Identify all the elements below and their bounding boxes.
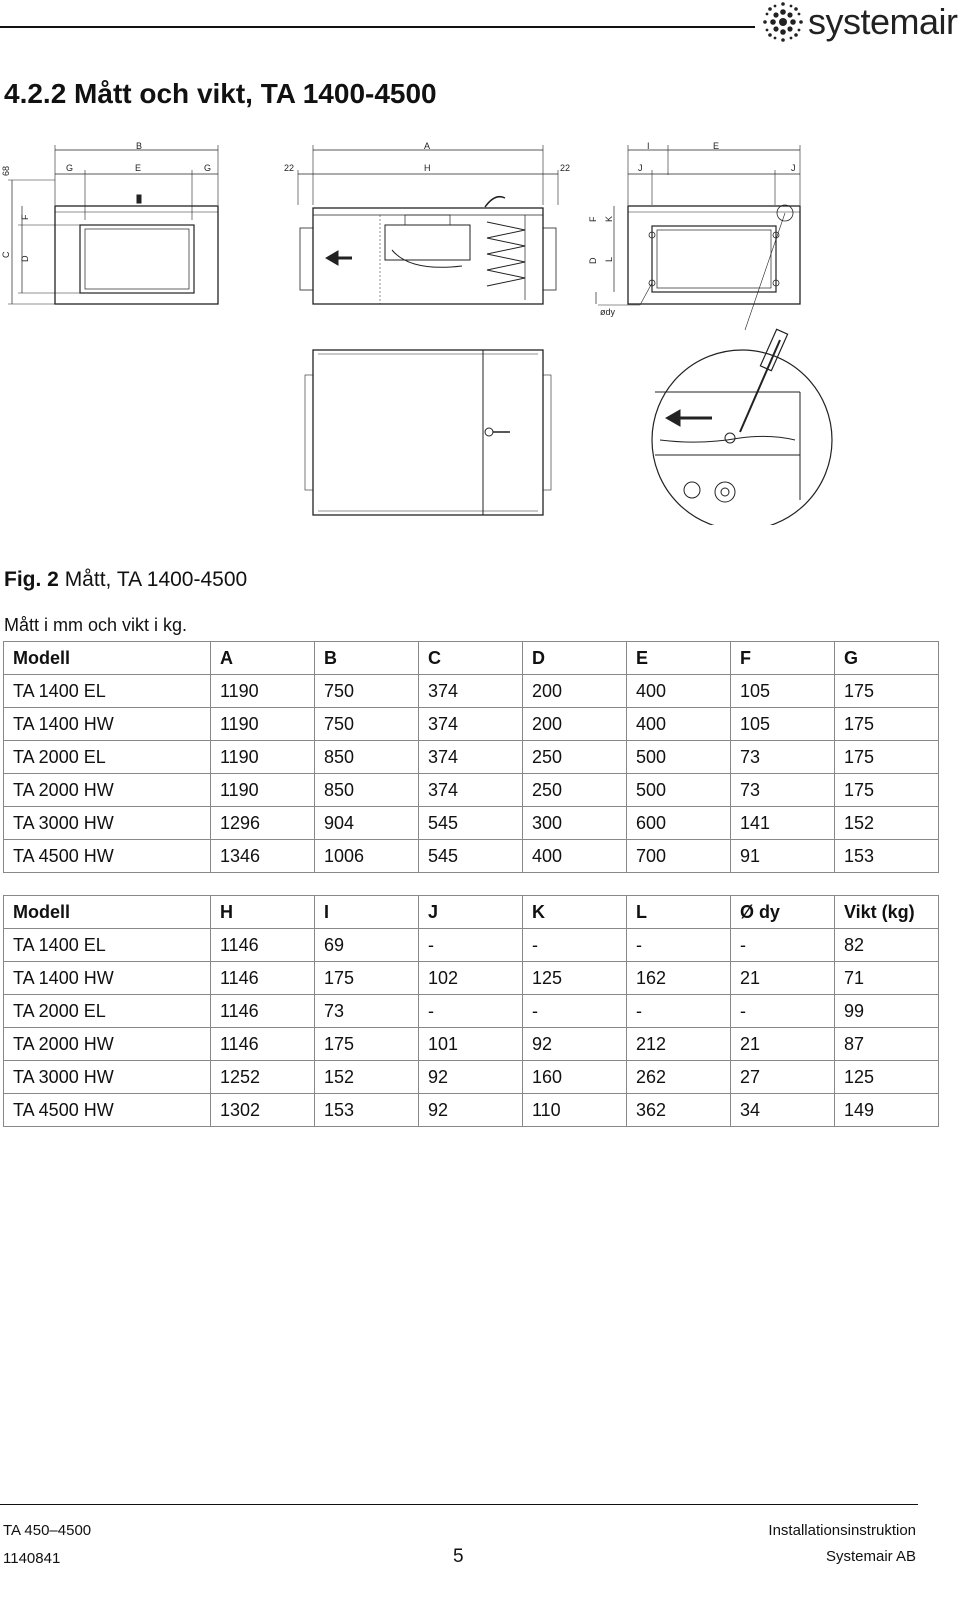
dimensions-table-1 [3,641,939,873]
dim-label-h: H [424,163,431,173]
value-cell: - [730,929,834,962]
value-cell: - [522,995,626,1028]
model-cell: TA 2000 EL [4,995,211,1028]
dimensions-table-2 [3,895,939,1127]
value-cell: 125 [522,962,626,995]
figure-caption [4,568,247,592]
value-cell: 374 [418,741,522,774]
column-header: G [834,642,938,675]
column-header: D [522,642,626,675]
column-header: Modell [4,896,211,929]
value-cell: 175 [314,962,418,995]
value-cell: 362 [626,1094,730,1127]
value-cell: 1252 [210,1061,314,1094]
value-cell: 1190 [210,741,314,774]
value-cell: 374 [418,675,522,708]
dim-label-e-top: E [713,141,720,151]
column-header: K [522,896,626,929]
value-cell: 105 [730,708,834,741]
column-header: I [314,896,418,929]
value-cell: 175 [834,774,938,807]
value-cell: 175 [834,741,938,774]
figure-title: Mått, TA 1400-4500 [64,568,248,591]
value-cell: 162 [626,962,730,995]
value-cell: 400 [626,708,730,741]
value-cell: 152 [314,1061,418,1094]
front-view [1,141,218,304]
value-cell: 500 [626,774,730,807]
value-cell: 212 [626,1028,730,1061]
value-cell: 153 [314,1094,418,1127]
value-cell: 87 [834,1028,938,1061]
value-cell: 1346 [210,840,314,873]
column-header: F [730,642,834,675]
value-cell: 101 [418,1028,522,1061]
dim-label-f-left: F [20,214,30,220]
value-cell: 400 [626,675,730,708]
value-cell: 1190 [210,675,314,708]
model-cell: TA 4500 HW [4,1094,211,1127]
value-cell: 250 [522,741,626,774]
value-cell: 71 [834,962,938,995]
value-cell: 73 [730,741,834,774]
value-cell: - [626,929,730,962]
value-cell: 91 [730,840,834,873]
table-row [4,929,939,962]
dim-label-ody: ødy [600,307,616,317]
model-cell: TA 3000 HW [4,1061,211,1094]
value-cell: 1296 [210,807,314,840]
dim-label-j-right: J [791,163,796,173]
value-cell: 374 [418,708,522,741]
footer-product: TA 450–4500 [3,1522,92,1539]
value-cell: 1190 [210,774,314,807]
value-cell: 545 [418,807,522,840]
model-cell: TA 2000 EL [4,741,211,774]
dim-label-l: L [604,256,614,262]
dim-label-22-right: 22 [560,163,571,173]
table-row [4,774,939,807]
value-cell: 200 [522,708,626,741]
model-cell: TA 1400 EL [4,929,211,962]
value-cell: 73 [314,995,418,1028]
value-cell: 175 [314,1028,418,1061]
detail-circle [652,329,832,525]
brand-wordmark: systemair [808,1,958,42]
value-cell: 1146 [210,962,314,995]
value-cell: - [626,995,730,1028]
footer-doc-type: Installationsinstruktion [768,1522,916,1539]
value-cell: 34 [730,1094,834,1127]
value-cell: 750 [314,708,418,741]
value-cell: 21 [730,962,834,995]
top-view [305,350,551,515]
footer-rule [0,1504,918,1505]
dim-label-68: 68 [1,165,11,176]
column-header: A [210,642,314,675]
model-cell: TA 2000 HW [4,1028,211,1061]
value-cell: 1302 [210,1094,314,1127]
page-number: 5 [453,1546,464,1567]
value-cell: 92 [418,1094,522,1127]
value-cell: 600 [626,807,730,840]
dim-label-22-left: 22 [284,163,295,173]
logo-dots-icon [762,1,804,43]
value-cell: 105 [730,675,834,708]
value-cell: 1146 [210,1028,314,1061]
rear-view [588,141,800,330]
value-cell: 141 [730,807,834,840]
systemair-logo [762,0,958,44]
column-header: B [314,642,418,675]
header-rule [0,26,755,28]
figure-label: Fig. 2 [4,568,59,591]
model-cell: TA 1400 EL [4,675,211,708]
dimension-drawing [0,135,960,525]
value-cell: 69 [314,929,418,962]
value-cell: 175 [834,708,938,741]
column-header: Vikt (kg) [834,896,938,929]
dim-label-c: C [1,251,11,258]
dim-label-e-mid: E [135,163,142,173]
column-header: C [418,642,522,675]
column-header: J [418,896,522,929]
model-cell: TA 4500 HW [4,840,211,873]
table-row [4,741,939,774]
table-row [4,1028,939,1061]
dim-label-g-right: G [204,163,212,173]
value-cell: - [418,995,522,1028]
column-header: Modell [4,642,211,675]
value-cell: 300 [522,807,626,840]
column-header: Ø dy [730,896,834,929]
value-cell: 73 [730,774,834,807]
value-cell: 153 [834,840,938,873]
value-cell: 160 [522,1061,626,1094]
value-cell: 500 [626,741,730,774]
model-cell: TA 2000 HW [4,774,211,807]
value-cell: - [418,929,522,962]
model-cell: TA 1400 HW [4,708,211,741]
value-cell: 262 [626,1061,730,1094]
units-note: Mått i mm och vikt i kg. [4,615,188,635]
table-header-row [4,642,939,675]
table-row [4,708,939,741]
value-cell: 904 [314,807,418,840]
dim-label-b: B [136,141,143,151]
column-header: L [626,896,730,929]
dim-label-k: K [604,215,614,222]
dim-label-g-left: G [66,163,74,173]
value-cell: 152 [834,807,938,840]
model-cell: TA 3000 HW [4,807,211,840]
value-cell: 1146 [210,929,314,962]
value-cell: 250 [522,774,626,807]
value-cell: 700 [626,840,730,873]
dim-label-i: I [647,141,650,151]
value-cell: 125 [834,1061,938,1094]
value-cell: 1190 [210,708,314,741]
value-cell: 149 [834,1094,938,1127]
dim-label-d-right: D [588,257,598,264]
dim-label-j-left: J [638,163,643,173]
value-cell: - [730,995,834,1028]
dim-label-f-right: F [588,216,598,222]
value-cell: 92 [522,1028,626,1061]
table-row [4,840,939,873]
value-cell: 545 [418,840,522,873]
value-cell: 175 [834,675,938,708]
dim-label-d-left: D [20,255,30,262]
value-cell: 374 [418,774,522,807]
section-title: 4.2.2 Mått och vikt, TA 1400-4500 [4,78,437,109]
value-cell: 400 [522,840,626,873]
table-row [4,675,939,708]
value-cell: 850 [314,774,418,807]
footer-doc-number: 1140841 [3,1550,61,1567]
value-cell: 750 [314,675,418,708]
model-cell: TA 1400 HW [4,962,211,995]
value-cell: 21 [730,1028,834,1061]
table-row [4,807,939,840]
table-header-row [4,896,939,929]
value-cell: 200 [522,675,626,708]
column-header: E [626,642,730,675]
side-view [284,141,570,304]
dim-label-a: A [424,141,431,151]
value-cell: 850 [314,741,418,774]
table-row [4,1061,939,1094]
value-cell: 110 [522,1094,626,1127]
table-row [4,1094,939,1127]
value-cell: 92 [418,1061,522,1094]
column-header: H [210,896,314,929]
value-cell: 1006 [314,840,418,873]
footer-company: Systemair AB [825,1548,916,1565]
value-cell: 82 [834,929,938,962]
value-cell: 1146 [210,995,314,1028]
table-row [4,995,939,1028]
value-cell: 102 [418,962,522,995]
value-cell: 27 [730,1061,834,1094]
table-row [4,962,939,995]
value-cell: 99 [834,995,938,1028]
value-cell: - [522,929,626,962]
